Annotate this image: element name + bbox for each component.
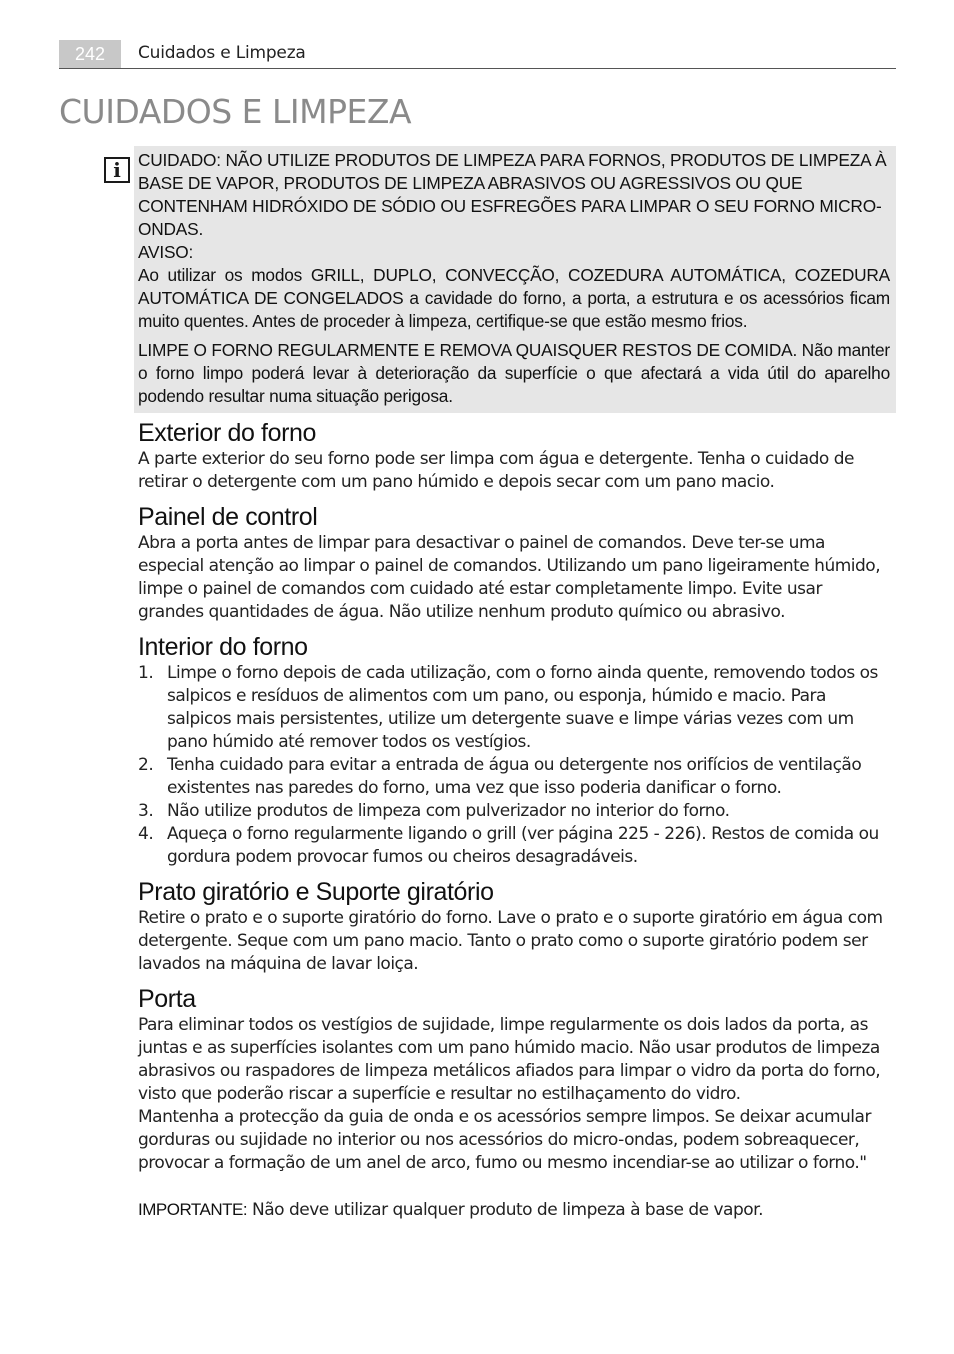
- aviso-label: AVISO:: [138, 242, 194, 262]
- list-item-number: 3.: [138, 801, 154, 821]
- section-text: A parte exterior do seu forno pode ser limpa com água e detergente. Tenha o cuidado de retirar o detergente com um pano húmido e depois secar com um pano macio.: [138, 449, 854, 492]
- list-item-text: Limpe o forno depois de cada utilização, com o forno ainda quente, removendo todos os salpicos e resíduos de alimentos com um pano, ou esponja, húmido e macio. Para salpicos mais persistentes, utilize um detergente suave e limpe várias vezes com um pano húmido até remover todos os vestígios.: [167, 663, 878, 752]
- list-item-text: Aqueça o forno regularmente ligando o grill (ver página 225 - 226). Restos de comida ou gordura podem provocar fumos ou cheiros desagradáveis.: [167, 824, 879, 867]
- warning-box: [134, 146, 896, 413]
- list-item-text: Não utilize produtos de limpeza com pulverizador no interior do forno.: [167, 801, 730, 821]
- section-porta: [138, 984, 890, 1222]
- list-item: [138, 662, 890, 754]
- list-item: [138, 754, 890, 800]
- list-item: [138, 823, 890, 869]
- page-title: CUIDADOS E LIMPEZA: [59, 92, 412, 131]
- list-item-number: 2.: [138, 755, 154, 775]
- interior-list: [138, 662, 890, 869]
- section-interior: [138, 632, 890, 869]
- caution-text: CUIDADO: NÃO UTILIZE PRODUTOS DE LIMPEZA PARA FORNOS, PRODUTOS DE LIMPEZA À BASE DE VAPOR, PRODUTOS DE LIMPEZA ABRASIVOS OU AGRESSIVOS OU QUE CONTENHAM HIDRÓXIDO DE SÓDIO OU ESFREGÕES PARA LIMPAR O SEU FORNO MICRO-ONDAS.: [138, 150, 887, 239]
- clean-warning-text: LIMPE O FORNO REGULARMENTE E REMOVA QUAISQUER RESTOS DE COMIDA. Não manter o forno limpo poderá levar à deterioração da superfície o que afectará a vida útil do aparelho podendo resultar numa situação perigosa.: [138, 340, 890, 406]
- page-number: 242: [59, 40, 121, 68]
- list-item-number: 1.: [138, 663, 154, 683]
- important-note: [138, 1198, 890, 1222]
- content: [138, 418, 890, 1230]
- section-text: Mantenha a protecção da guia de onda e os acessórios sempre limpos. Se deixar acumular gorduras ou sujidade no interior ou nos acessórios do micro-ondas, podem sobreaquecer, provocar a formação de um anel de arco, fumo ou mesmo incendiar-se ao utilizar o forno.": [138, 1107, 871, 1173]
- aviso-text: Ao utilizar os modos GRILL, DUPLO, CONVECÇÃO, COZEDURA AUTOMÁTICA, COZEDURA AUTOMÁTICA DE CONGELADOS a cavidade do forno, a porta, a estrutura e os acessórios ficam muito quentes. Antes de proceder à limpeza, certifique-se que estão mesmo frios.: [138, 265, 890, 331]
- page-header: [59, 40, 896, 70]
- header-section-title: Cuidados e Limpeza: [138, 43, 306, 63]
- section-title: Interior do forno: [138, 633, 308, 661]
- section-exterior: [138, 418, 890, 494]
- section-title: Porta: [138, 985, 196, 1013]
- list-item: [138, 800, 890, 823]
- list-item-text: Tenha cuidado para evitar a entrada de água ou detergente nos orifícios de ventilação existentes nas paredes do forno, uma vez que isso poderia danificar o forno.: [167, 755, 862, 798]
- section-title: Painel de control: [138, 503, 318, 531]
- important-text: Não deve utilizar qualquer produto de limpeza à base de vapor.: [247, 1200, 763, 1220]
- list-item-number: 4.: [138, 824, 154, 844]
- section-title: Exterior do forno: [138, 419, 317, 447]
- section-text: Abra a porta antes de limpar para desactivar o painel de comandos. Deve ter-se uma especial atenção ao limpar o painel de comandos. Utilizando um pano ligeiramente húmido, limpe o painel de comandos com cuidado até estar completamente limpo. Evite usar grandes quantidades de água. Não utilize nenhum produto químico ou abrasivo.: [138, 533, 881, 622]
- section-title: Prato giratório e Suporte giratório: [138, 878, 494, 906]
- info-icon: i: [104, 157, 130, 183]
- section-text: Retire o prato e o suporte giratório do forno. Lave o prato e o suporte giratório em água com detergente. Seque com um pano macio. Tanto o prato como o suporte giratório podem ser lavados na máquina de lavar loiça.: [138, 908, 883, 974]
- section-text: Para eliminar todos os vestígios de sujidade, limpe regularmente os dois lados da porta, as juntas e as superfícies isolantes com um pano húmido macio. Não usar produtos de limpeza abrasivos ou raspadores de limpeza metálicos afiados para limpar o vidro da porta do forno, visto que poderão riscar a superfície e resultar no estilhaçamento do vidro.: [138, 1015, 881, 1104]
- important-label: IMPORTANTE:: [138, 1200, 248, 1219]
- section-prato: [138, 877, 890, 976]
- header-divider: [59, 68, 896, 69]
- section-painel: [138, 502, 890, 624]
